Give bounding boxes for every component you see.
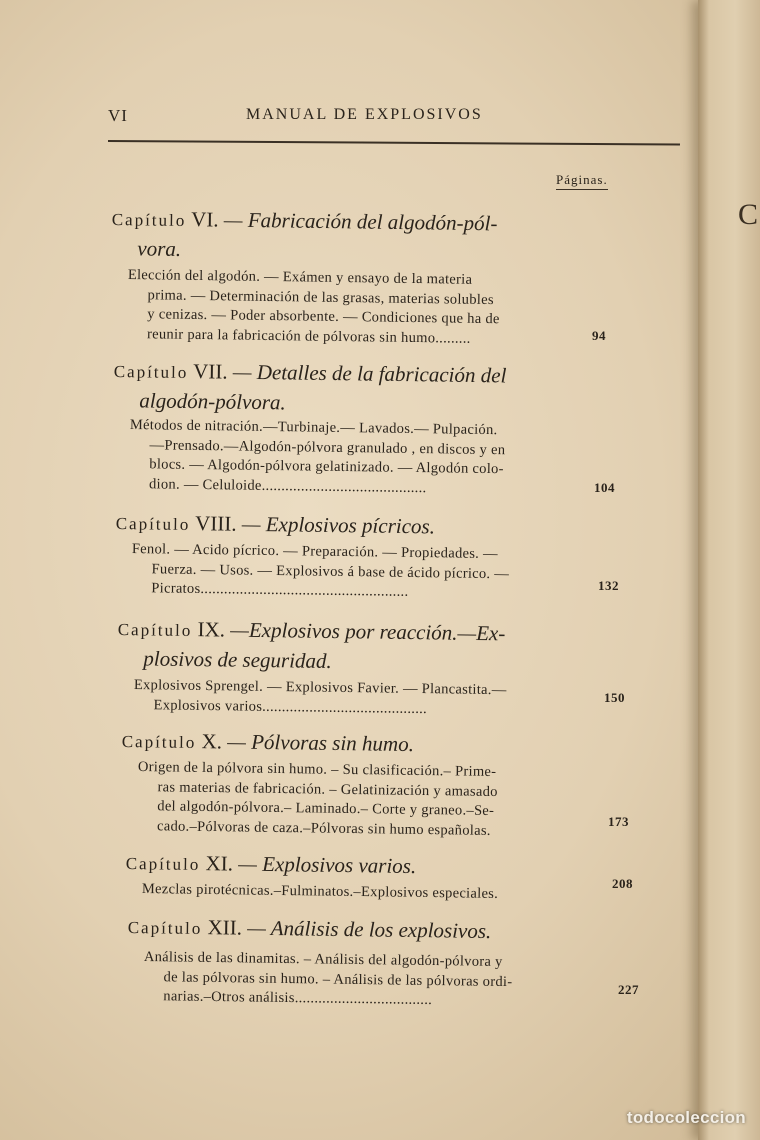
chapter-summary — [143, 948, 513, 1012]
chapter-title: — Pólvoras sin humo. — [227, 729, 415, 757]
page-number: 208 — [612, 876, 633, 891]
summary-line: Origen de la pólvora sin humo. – Su clasificación.– Prime- — [137, 758, 497, 781]
summary-line: reunir para la fabricación de pólvoras sin humo......... — [146, 325, 471, 347]
chapter-summary — [129, 416, 506, 499]
chapter-heading — [111, 204, 497, 267]
page-number: 150 — [604, 690, 625, 705]
chapter-summary — [127, 266, 500, 349]
chapter-word: Capítulo — [121, 731, 197, 753]
chapter-word: Capítulo — [115, 513, 191, 535]
chapter-word: Capítulo — [113, 361, 189, 383]
page-number: 173 — [608, 814, 629, 829]
facing-page-edge — [698, 0, 760, 1140]
summary-line: dion. — Celuloide.......................................... — [148, 475, 427, 496]
chapter-heading — [126, 848, 417, 882]
facing-page-letter: C — [737, 198, 758, 231]
chapter-heading — [116, 508, 436, 542]
chapter-heading — [122, 726, 415, 760]
summary-line: Explosivos varios.......................................... — [153, 696, 428, 717]
summary-line: de las pólvoras sin humo. – Análisis de las pólvoras ordi- — [163, 968, 513, 990]
summary-line: Fenol. — Acido pícrico. — Preparación. — Propiedades. — — [131, 540, 498, 563]
page-number: 132 — [598, 578, 619, 593]
chapter-title: — Explosivos varios. — [238, 851, 417, 879]
summary-line: Métodos de nitración.—Turbinaje.— Lavados.— Pulpación. — [129, 416, 498, 439]
chapter-word: Capítulo — [125, 853, 201, 875]
summary-line: Mezclas pirotécnicas.–Fulminatos.–Explosivos especiales. — [141, 880, 499, 902]
chapter-number: XI. — [205, 851, 234, 876]
chapter-number: VI. — [191, 207, 219, 232]
chapter-summary — [133, 676, 506, 720]
chapter-word: Capítulo — [127, 917, 203, 939]
chapter-heading — [113, 356, 506, 419]
summary-line: prima. — Determinación de las grasas, materias solubles — [147, 286, 494, 308]
summary-line: narias.–Otros análisis................................... — [163, 988, 433, 1009]
summary-line: cado.–Pólvoras de caza.–Pólvoras sin humo españolas. — [156, 817, 491, 839]
chapter-number: VIII. — [195, 511, 237, 536]
summary-line: y cenizas. — Poder absorbente. — Condiciones que ha de — [147, 306, 500, 328]
watermark-logo: todocoleccion — [626, 1108, 746, 1127]
pages-column-label: Páginas. — [556, 172, 608, 190]
page-header — [108, 106, 688, 132]
page-number: 94 — [592, 328, 606, 343]
chapter-summary — [131, 540, 509, 604]
summary-line: Explosivos Sprengel. — Explosivos Favier. — Plancastita.— — [133, 676, 507, 699]
chapter-title-continuation: algodón-pólvora. — [139, 388, 286, 415]
summary-line: —Prensado.—Algodón-pólvora granulado , en discos y en — [149, 436, 506, 458]
chapter-heading — [117, 614, 505, 677]
summary-line: blocs. — Algodón-pólvora gelatinizado. — Algodón colo- — [149, 456, 504, 478]
page-number: 104 — [594, 480, 615, 495]
summary-line: Picratos..................................................... — [151, 580, 409, 600]
chapter-title: — Detalles de la fabricación del — [232, 359, 507, 388]
summary-line: del algodón-pólvora.– Laminado.– Corte y graneo.–Se- — [157, 798, 495, 819]
summary-line: Fuerza. — Usos. — Explosivos á base de ácido pícrico. — — [151, 560, 510, 582]
chapter-number: X. — [201, 729, 223, 754]
chapter-number: VII. — [193, 359, 228, 384]
chapter-title-continuation: plosivos de seguridad. — [143, 646, 332, 673]
summary-line: ras materias de fabricación. – Gelatinización y amasado — [157, 778, 498, 800]
chapter-title: — Explosivos pícricos. — [241, 511, 436, 539]
chapter-title: — Fabricación del algodón-pól- — [223, 207, 498, 236]
chapter-title: —Explosivos por reacción.—Ex- — [230, 617, 506, 646]
page-number: 227 — [618, 982, 639, 997]
summary-line: Análisis de las dinamitas. – Análisis del algodón-pólvora y — [143, 948, 503, 971]
running-title: MANUAL DE EXPLOSIVOS — [246, 106, 483, 123]
summary-line: Elección del algodón. — Exámen y ensayo de la materia — [127, 266, 473, 288]
chapter-heading — [128, 912, 492, 947]
chapter-title: — Análisis de los explosivos. — [247, 915, 492, 944]
chapter-title-continuation: vora. — [137, 236, 182, 261]
chapter-summary — [137, 758, 498, 841]
chapter-word: Capítulo — [117, 619, 193, 641]
chapter-number: XII. — [207, 915, 243, 940]
chapter-word: Capítulo — [111, 209, 187, 231]
chapter-number: IX. — [197, 617, 226, 642]
page-folio: VI — [108, 106, 128, 125]
